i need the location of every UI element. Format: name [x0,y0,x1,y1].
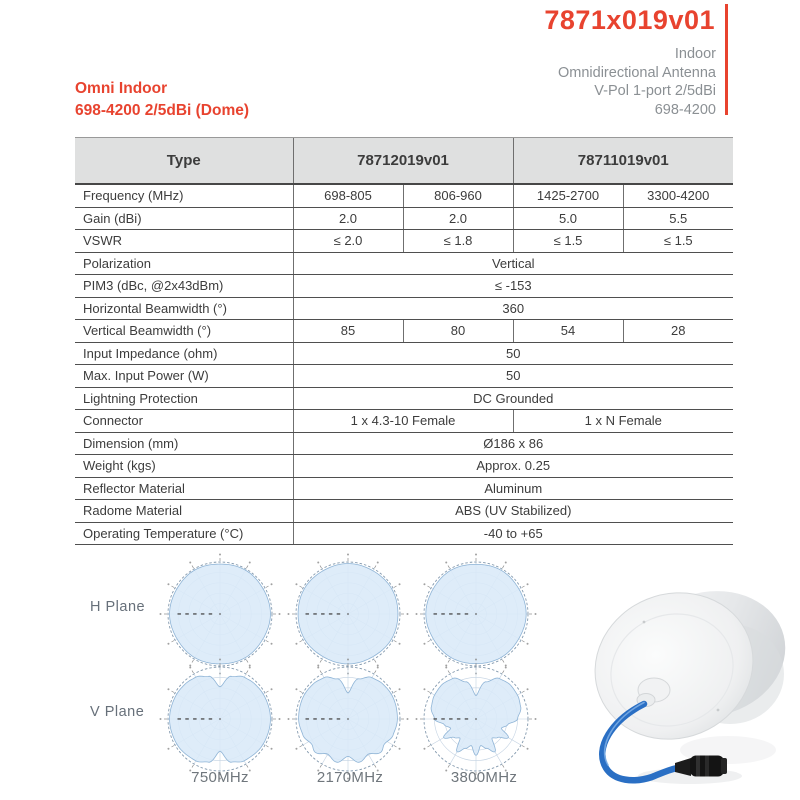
spec-label: Frequency (MHz) [75,184,293,207]
spec-value: 1 x 4.3-10 Female [293,410,513,433]
spec-value: -40 to +65 [293,522,733,545]
polar-plot-v-3800 [411,654,541,784]
subtitle-line: V-Pol 1-port 2/5dBi [594,83,716,99]
spec-label: PIM3 (dBc, @2x43dBm) [75,275,293,298]
model-header-cell: 78711019v01 [513,138,733,185]
spec-table-body [75,184,733,545]
spec-label: VSWR [75,230,293,253]
spec-row [75,320,733,343]
spec-value: 5.5 [623,207,733,230]
spec-value: 1425-2700 [513,184,623,207]
freq-label-750: 750MHz [191,769,249,786]
spec-row [75,297,733,320]
dome-antenna-photo [578,582,790,787]
spec-table-header [75,138,733,185]
spec-row [75,207,733,230]
spec-value: Vertical [293,252,733,275]
spec-value: Ø186 x 86 [293,432,733,455]
spec-label: Input Impedance (ohm) [75,342,293,365]
spec-value: 2.0 [403,207,513,230]
page-title [75,78,249,122]
product-subtitle-block [558,45,716,119]
spec-value: 3300-4200 [623,184,733,207]
spec-row [75,252,733,275]
h-plane-label: H Plane [90,599,146,615]
spec-row [75,432,733,455]
polar-plot-v-2170 [283,654,413,784]
spec-value: ≤ 2.0 [293,230,403,253]
spec-value: 1 x N Female [513,410,733,433]
spec-row [75,387,733,410]
spec-value: 80 [403,320,513,343]
spec-label: Weight (kgs) [75,455,293,478]
spec-value: 50 [293,342,733,365]
spec-label: Gain (dBi) [75,207,293,230]
spec-value: Aluminum [293,477,733,500]
polar-chart-svg [411,654,541,784]
freq-label-3800: 3800MHz [450,769,518,786]
spec-value: 360 [293,297,733,320]
spec-value: Approx. 0.25 [293,455,733,478]
subtitle-line: Indoor [674,46,716,62]
spec-label: Max. Input Power (W) [75,365,293,388]
spec-table [75,137,733,545]
spec-row [75,230,733,253]
spec-label: Radome Material [75,500,293,523]
spec-label: Horizontal Beamwidth (°) [75,297,293,320]
spec-label: Dimension (mm) [75,432,293,455]
red-vertical-rule [725,4,728,115]
spec-row [75,477,733,500]
spec-value: 698-805 [293,184,403,207]
spec-value: 85 [293,320,403,343]
spec-row [75,184,733,207]
spec-value: ≤ 1.8 [403,230,513,253]
page-title-line1: Omni Indoor [75,80,168,97]
spec-value: ≤ 1.5 [623,230,733,253]
polar-plot-v-750 [155,654,285,784]
subtitle-line: 698-4200 [654,101,716,118]
polar-chart-svg [283,654,413,784]
spec-label: Reflector Material [75,477,293,500]
polar-chart-svg [155,654,285,784]
spec-value: ≤ -153 [293,275,733,298]
spec-value: 5.0 [513,207,623,230]
spec-row [75,275,733,298]
page-title-line2: 698-4200 2/5dBi (Dome) [75,102,250,119]
type-header-cell: Type [75,138,293,185]
spec-value: 54 [513,320,623,343]
spec-row [75,500,733,523]
spec-row [75,455,733,478]
spec-row [75,410,733,433]
spec-value: 50 [293,365,733,388]
spec-value: ABS (UV Stabilized) [293,500,733,523]
freq-label-2170: 2170MHz [316,769,384,786]
spec-value: 28 [623,320,733,343]
product-code-title: 7871x019v01 [544,5,715,35]
spec-value: 2.0 [293,207,403,230]
spec-label: Connector [75,410,293,433]
spec-row [75,342,733,365]
spec-label: Polarization [75,252,293,275]
spec-row [75,365,733,388]
spec-label: Operating Temperature (°C) [75,522,293,545]
spec-value: 806-960 [403,184,513,207]
spec-label: Lightning Protection [75,387,293,410]
spec-value: ≤ 1.5 [513,230,623,253]
spec-value: DC Grounded [293,387,733,410]
spec-row [75,522,733,545]
subtitle-line: Omnidirectional Antenna [558,64,716,81]
v-plane-label: V Plane [90,704,145,720]
antenna-connector [675,756,727,777]
spec-label: Vertical Beamwidth (°) [75,320,293,343]
model-header-cell: 78712019v01 [293,138,513,185]
